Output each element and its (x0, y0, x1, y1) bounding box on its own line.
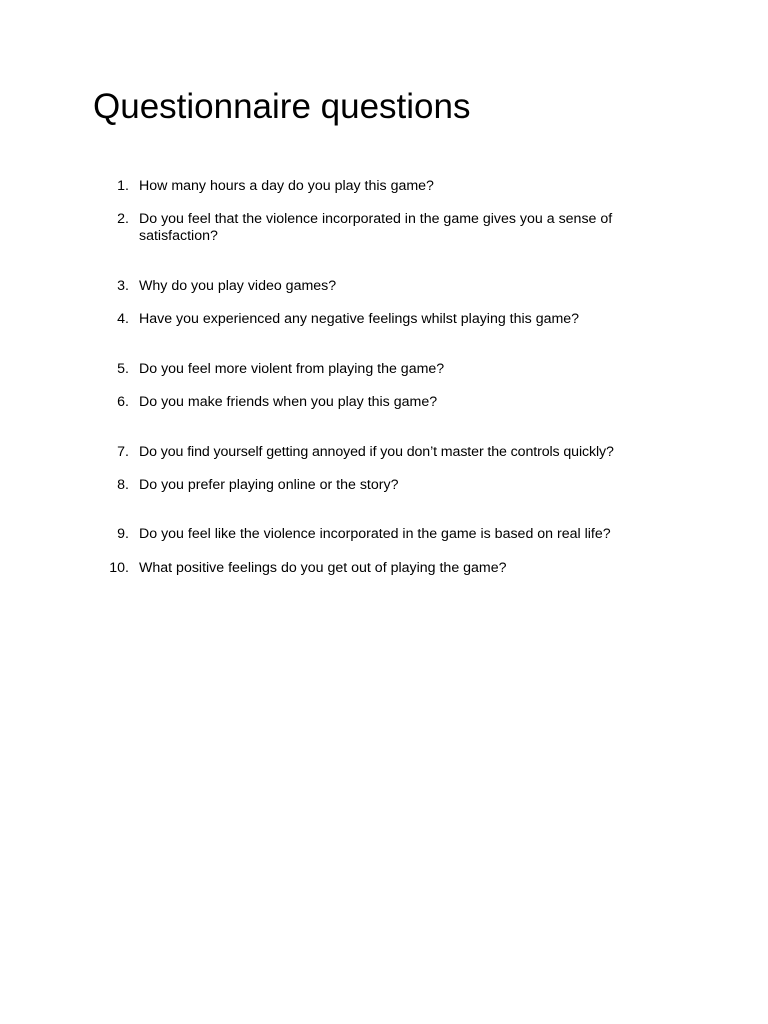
question-text: Have you experienced any negative feelings whilst playing this game? (139, 311, 580, 327)
question-text: How many hours a day do you play this game? (139, 178, 434, 194)
question-text: Do you feel like the violence incorporated in the game is based on real life? (139, 526, 611, 542)
question-text: Do you make friends when you play this game? (139, 394, 438, 410)
question-text: Do you feel more violent from playing the game? (139, 361, 445, 377)
question-text: Do you prefer playing online or the story? (139, 477, 399, 493)
question-text: Why do you play video games? (139, 278, 337, 294)
page-title: Questionnaire questions (93, 87, 471, 126)
question-number: 8. (117, 477, 129, 493)
question-number: 1. (117, 178, 129, 194)
question-number: 5. (117, 361, 129, 377)
question-number: 3. (117, 278, 129, 294)
question-number: 10. (109, 560, 129, 576)
question-number: 6. (117, 394, 129, 410)
question-text: What positive feelings do you get out of playing the game? (139, 560, 507, 576)
question-text: Do you feel that the violence incorporated in the game gives you a sense of satisfaction? (139, 211, 613, 244)
question-number: 7. (117, 444, 129, 460)
question-number: 4. (117, 311, 129, 327)
question-number: 2. (117, 211, 129, 227)
question-text: Do you find yourself getting annoyed if you don’t master the controls quickly? (139, 444, 614, 460)
question-number: 9. (117, 526, 129, 542)
